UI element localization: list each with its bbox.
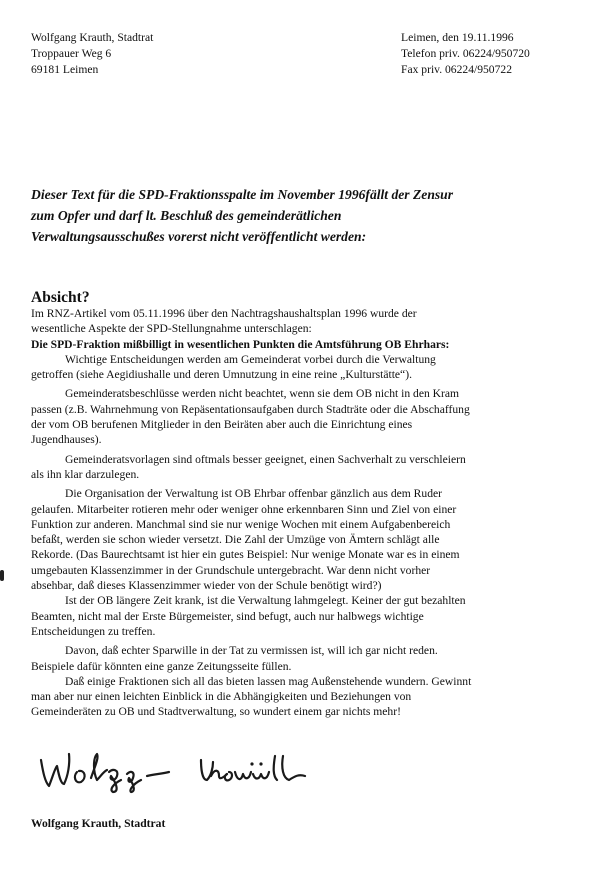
- body-line-text: Gemeinderatsbeschlüsse werden nicht beachtet, wenn sie dem OB nicht in den Kram: [65, 387, 460, 401]
- body-paragraph-start: [31, 486, 579, 501]
- notice-line: Verwaltungsausschußes vorerst nicht veröffentlicht werden:: [31, 229, 367, 244]
- notice-line: zum Opfer und darf lt. Beschluß des gemeinderätlichen: [31, 208, 342, 223]
- fax-number: Fax priv. 06224/950722: [401, 63, 512, 76]
- phone-number: Telefon priv. 06224/950720: [401, 47, 530, 60]
- body-paragraph-start: [31, 643, 579, 658]
- body-line: Entscheidungen zu treffen.: [31, 624, 156, 638]
- body-line: umgebauten Klassenzimmer in der Grundschule untergebracht. War denn nicht vorher: [31, 563, 431, 577]
- body-line: Beispiele dafür könnten eine ganze Zeitungsseite füllen.: [31, 659, 292, 673]
- sender-name: Wolfgang Krauth, Stadtrat: [31, 31, 154, 44]
- notice-line: Dieser Text für die SPD-Fraktionsspalte im November 1996fällt der Zensur: [31, 187, 454, 202]
- letter-body: [31, 306, 579, 720]
- sender-address: [31, 30, 153, 78]
- scan-mark: [0, 570, 4, 581]
- handwritten-signature: [37, 746, 327, 796]
- body-line-text: Ist der OB längere Zeit krank, ist die Verwaltung lahmgelegt. Keiner der gut bezahlten: [65, 594, 466, 608]
- body-paragraph-start: [31, 674, 579, 689]
- body-line: wesentliche Aspekte der SPD-Stellungnahme unterschlagen:: [31, 322, 312, 336]
- body-line: man aber nur einen leichten Einblick in die Abhängigkeiten und Beziehungen von: [31, 690, 412, 704]
- body-paragraph-start: [31, 352, 579, 367]
- body-line: Rekorde. (Das Baurechtsamt ist hier ein gutes Beispiel: Nur wenige Monate war es in einem: [31, 548, 460, 562]
- body-line-text: Davon, daß echter Sparwille in der Tat zu vermissen ist, will ich gar nicht reden.: [65, 644, 438, 658]
- closing-name: Wolfgang Krauth, Stadtrat: [31, 817, 166, 830]
- body-line: Beamten, nicht mal der Erste Bürgemeister, sind befugt, auch nur halbwegs wichtige: [31, 609, 424, 623]
- body-line-text: Die Organisation der Verwaltung ist OB Ehrbar offenbar gänzlich aus dem Ruder: [65, 487, 443, 501]
- body-paragraph-start: [31, 386, 579, 401]
- body-line: Im RNZ-Artikel vom 05.11.1996 über den Nachtragshaushaltsplan 1996 wurde der: [31, 307, 417, 320]
- body-paragraph-start: [31, 452, 579, 467]
- sender-city: 69181 Leimen: [31, 63, 99, 76]
- body-line-text: Wichtige Entscheidungen werden am Gemeinderat vorbei durch die Verwaltung: [65, 352, 436, 366]
- body-paragraph-start: [31, 593, 579, 608]
- body-line-text: Gemeinderatsvorlagen sind oftmals besser geeignet, einen Sachverhalt zu verschleiern: [65, 452, 466, 466]
- body-line: Funktion zur anderen. Manchmal sind sie nur wenige Wochen mit einem Aufgabenbereich: [31, 517, 451, 531]
- body-line: passen (z.B. Wahrnehmung von Repäsentationsaufgaben durch Stadträte oder die Abschaffung: [31, 402, 470, 416]
- body-line: als ihn klar darzulegen.: [31, 467, 140, 481]
- letter-meta: [401, 30, 530, 78]
- body-line: absehbar, daß dieses Klassenzimmer wieder von der Schule benötigt wird?): [31, 579, 382, 593]
- section-heading: Absicht?: [31, 289, 90, 306]
- body-line-text: Daß einige Fraktionen sich all das bieten lassen mag Außenstehende wundern. Gewinnt: [65, 674, 472, 688]
- body-line: Jugendhauses).: [31, 433, 102, 447]
- body-line: befaßt, werden sie schon wieder versetzt. Die Zahl der Umzüge von Ämtern schlägt alle: [31, 533, 440, 547]
- body-line: der vom OB berufenen Mitglieder in den Beiräten aber auch die Einrichtung eines: [31, 418, 413, 432]
- body-line: Gemeinderäten zu OB und Stadtverwaltung, so wundert einem gar nichts mehr!: [31, 705, 401, 719]
- body-line-bold: Die SPD-Fraktion mißbilligt in wesentlichen Punkten die Amtsführung OB Ehrhars:: [31, 337, 450, 351]
- censorship-notice: [31, 184, 576, 247]
- sender-street: Troppauer Weg 6: [31, 47, 112, 60]
- letter-date: Leimen, den 19.11.1996: [401, 31, 514, 44]
- body-line: gelaufen. Mitarbeiter rotieren mehr oder weniger ohne erkennbaren Sinn und Ziel von einer: [31, 502, 457, 516]
- body-line: getroffen (siehe Aegidiushalle und deren Umnutzung in eine reine „Kulturstätte“).: [31, 368, 412, 382]
